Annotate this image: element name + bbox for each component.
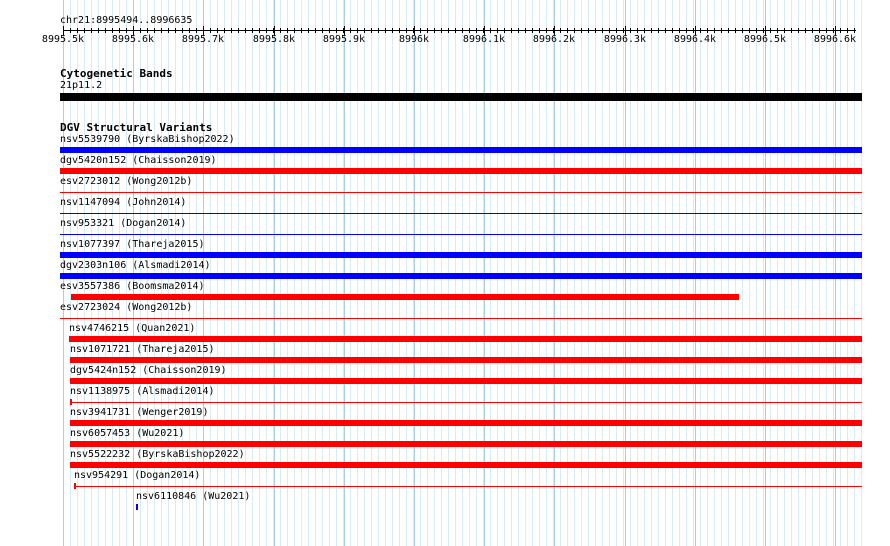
dgv-feature[interactable] [0, 344, 890, 364]
ruler-minor-tick [385, 28, 386, 33]
ruler-minor-tick [322, 28, 323, 33]
ruler-minor-tick [441, 28, 442, 33]
ruler-minor-tick [812, 28, 813, 33]
cytoband-track-title: Cytogenetic Bands [60, 67, 173, 80]
ruler-minor-tick [105, 28, 106, 33]
ruler-minor-tick [175, 28, 176, 33]
dgv-feature[interactable] [0, 155, 890, 175]
ruler-minor-tick [462, 28, 463, 33]
ruler-minor-tick [140, 28, 141, 33]
ruler-minor-tick [154, 28, 155, 33]
ruler-minor-tick [413, 28, 414, 33]
ruler-minor-tick [469, 28, 470, 33]
dgv-feature-label: esv3557386 (Boomsma2014) [60, 281, 205, 292]
dgv-feature-label: dgv5424n152 (Chaisson2019) [70, 365, 227, 376]
dgv-feature[interactable] [0, 176, 890, 196]
ruler-minor-tick [707, 28, 708, 33]
ruler-minor-tick [826, 28, 827, 33]
dgv-feature-label: nsv3941731 (Wenger2019) [70, 407, 209, 418]
ruler-minor-tick [567, 28, 568, 33]
ruler-minor-tick [448, 28, 449, 33]
ruler-minor-tick [252, 28, 253, 33]
ruler-minor-tick [497, 28, 498, 33]
dgv-feature-label: nsv6110846 (Wu2021) [136, 491, 251, 502]
ruler-minor-tick [308, 28, 309, 33]
ruler-minor-tick [203, 28, 204, 33]
ruler-minor-tick [749, 28, 750, 33]
ruler-minor-tick [315, 28, 316, 33]
ruler-minor-tick [245, 28, 246, 33]
ruler-minor-tick [637, 28, 638, 33]
ruler-minor-tick [791, 28, 792, 33]
ruler-minor-tick [238, 28, 239, 33]
ruler-tick-label: 8995.6k [111, 34, 155, 45]
ruler-minor-tick [476, 28, 477, 33]
ruler-minor-tick [672, 28, 673, 33]
dgv-feature-bar[interactable] [69, 336, 862, 342]
dgv-feature-bar[interactable] [60, 318, 862, 319]
ruler-minor-tick [581, 28, 582, 33]
ruler-minor-tick [665, 28, 666, 33]
ruler-minor-tick [763, 28, 764, 33]
ruler-minor-tick [280, 28, 281, 33]
ruler-minor-tick [84, 28, 85, 33]
ruler-minor-tick [427, 28, 428, 33]
dgv-feature[interactable] [0, 365, 890, 385]
ruler-minor-tick [777, 28, 778, 33]
ruler-minor-tick [357, 28, 358, 33]
ruler-minor-tick [532, 28, 533, 33]
ruler-minor-tick [623, 28, 624, 33]
dgv-feature[interactable] [0, 197, 890, 217]
dgv-feature[interactable] [0, 491, 890, 511]
ruler-minor-tick [364, 28, 365, 33]
ruler-minor-tick [595, 28, 596, 33]
ruler-minor-tick [728, 28, 729, 33]
ruler-minor-tick [161, 28, 162, 33]
dgv-feature-bar[interactable] [60, 273, 862, 279]
ruler-minor-tick [735, 28, 736, 33]
ruler-minor-tick [182, 28, 183, 33]
ruler-minor-tick [231, 28, 232, 33]
dgv-feature-bar[interactable] [60, 147, 862, 153]
ruler-minor-tick [371, 28, 372, 33]
ruler-minor-tick [329, 28, 330, 33]
ruler-minor-tick [847, 28, 848, 33]
ruler-minor-tick [714, 28, 715, 33]
ruler-minor-tick [553, 28, 554, 33]
ruler-minor-tick [210, 28, 211, 33]
dgv-feature-label: nsv953321 (Dogan2014) [60, 218, 187, 229]
ruler-minor-tick [189, 28, 190, 33]
ruler-tick-label: 8996.4k [673, 34, 717, 45]
ruler-minor-tick [833, 28, 834, 33]
dgv-feature-bar[interactable] [70, 357, 862, 363]
ruler-tick-label: 8995.5k [41, 34, 85, 45]
ruler-minor-tick [511, 28, 512, 33]
dgv-feature-bar[interactable] [70, 462, 862, 468]
dgv-feature[interactable] [0, 218, 890, 238]
ruler-minor-tick [294, 28, 295, 33]
ruler-minor-tick [91, 28, 92, 33]
ruler-minor-tick [399, 28, 400, 33]
dgv-feature-bar[interactable] [60, 168, 862, 174]
ruler-minor-tick [574, 28, 575, 33]
ruler-minor-tick [259, 28, 260, 33]
dgv-feature[interactable] [0, 470, 890, 490]
ruler-minor-tick [658, 28, 659, 33]
ruler-minor-tick [434, 28, 435, 33]
ruler-minor-tick [504, 28, 505, 33]
cytoband-label: 21p11.2 [60, 80, 103, 91]
ruler-minor-tick [854, 28, 855, 33]
ruler-minor-tick [518, 28, 519, 33]
dgv-feature-bar[interactable] [70, 420, 862, 426]
dgv-feature[interactable] [0, 449, 890, 469]
ruler-minor-tick [133, 28, 134, 33]
dgv-feature-bar[interactable] [60, 192, 862, 193]
ruler-minor-tick [805, 28, 806, 33]
dgv-feature-bar[interactable] [60, 213, 862, 214]
dgv-feature-start-cap [74, 483, 76, 489]
dgv-feature-label: nsv4746215 (Quan2021) [69, 323, 196, 334]
dgv-feature-label: nsv5522232 (ByrskaBishop2022) [70, 449, 245, 460]
ruler-minor-tick [770, 28, 771, 33]
ruler-label: chr21:8995494..8996635 [60, 15, 193, 26]
dgv-feature-bar[interactable] [74, 486, 862, 487]
dgv-feature[interactable] [0, 260, 890, 280]
ruler-minor-tick [721, 28, 722, 33]
ruler-minor-tick [686, 28, 687, 33]
ruler-minor-tick [819, 28, 820, 33]
ruler-minor-tick [651, 28, 652, 33]
dgv-feature-bar[interactable] [60, 252, 862, 258]
ruler-minor-tick [168, 28, 169, 33]
ruler-minor-tick [147, 28, 148, 33]
ruler-tick-label: 8996.3k [603, 34, 647, 45]
ruler-minor-tick [378, 28, 379, 33]
dgv-feature-bar[interactable] [60, 234, 862, 235]
dgv-feature[interactable] [0, 302, 890, 322]
ruler-minor-tick [287, 28, 288, 33]
ruler-minor-tick [119, 28, 120, 33]
ruler-minor-tick [525, 28, 526, 33]
ruler-minor-tick [301, 28, 302, 33]
ruler-minor-tick [798, 28, 799, 33]
ruler-minor-tick [420, 28, 421, 33]
ruler-tick-label: 8995.9k [322, 34, 366, 45]
ruler-minor-tick [756, 28, 757, 33]
ruler-minor-tick [483, 28, 484, 33]
dgv-feature-start-cap [70, 399, 72, 405]
dgv-feature-label: nsv954291 (Dogan2014) [74, 470, 201, 481]
ruler-minor-tick [392, 28, 393, 33]
ruler-minor-tick [784, 28, 785, 33]
ruler-minor-tick [343, 28, 344, 33]
ruler-minor-tick [126, 28, 127, 33]
dgv-feature-bar[interactable] [136, 504, 138, 510]
ruler-minor-tick [546, 28, 547, 33]
ruler-tick-label: 8996k [398, 34, 430, 45]
ruler-minor-tick [609, 28, 610, 33]
ruler-minor-tick [350, 28, 351, 33]
ruler-minor-tick [700, 28, 701, 33]
ruler-minor-tick [63, 28, 64, 33]
ruler-minor-tick [196, 28, 197, 33]
dgv-feature-label: dgv2303n106 (Alsmadi2014) [60, 260, 211, 271]
dgv-feature-label: nsv1071721 (Thareja2015) [70, 344, 215, 355]
ruler-minor-tick [455, 28, 456, 33]
ruler-minor-tick [490, 28, 491, 33]
dgv-feature-label: esv2723024 (Wong2012b) [60, 302, 193, 313]
dgv-feature-bar[interactable] [70, 402, 862, 403]
ruler-minor-tick [266, 28, 267, 33]
dgv-feature-label: dgv5420n152 (Chaisson2019) [60, 155, 217, 166]
dgv-feature-label: nsv1147094 (John2014) [60, 197, 187, 208]
ruler-tick-label: 8996.6k [813, 34, 857, 45]
ruler-minor-tick [630, 28, 631, 33]
ruler-minor-tick [406, 28, 407, 33]
dgv-feature[interactable] [0, 323, 890, 343]
ruler-tick-label: 8995.8k [252, 34, 296, 45]
dgv-feature-bar[interactable] [70, 441, 862, 447]
ruler-tick-label: 8996.2k [532, 34, 576, 45]
ruler-minor-tick [560, 28, 561, 33]
dgv-feature[interactable] [0, 407, 890, 427]
ruler-minor-tick [336, 28, 337, 33]
ruler-minor-tick [70, 28, 71, 33]
dgv-feature[interactable] [0, 134, 890, 154]
ruler-minor-tick [644, 28, 645, 33]
ruler-minor-tick [742, 28, 743, 33]
dgv-feature-label: nsv6057453 (Wu2021) [70, 428, 185, 439]
ruler-minor-tick [602, 28, 603, 33]
dgv-feature-label: nsv5539790 (ByrskaBishop2022) [60, 134, 235, 145]
ruler-minor-tick [679, 28, 680, 33]
dgv-track-title: DGV Structural Variants [60, 121, 213, 134]
dgv-feature-bar[interactable] [70, 378, 862, 384]
ruler-minor-tick [539, 28, 540, 33]
dgv-feature[interactable] [0, 239, 890, 259]
ruler-tick-label: 8995.7k [181, 34, 225, 45]
ruler-minor-tick [224, 28, 225, 33]
ruler-minor-tick [273, 28, 274, 33]
ruler-tick-label: 8996.1k [462, 34, 506, 45]
ruler-minor-tick [98, 28, 99, 33]
dgv-feature-label: nsv1077397 (Thareja2015) [60, 239, 205, 250]
dgv-feature-bar[interactable] [71, 294, 739, 300]
dgv-feature-label: esv2723012 (Wong2012b) [60, 176, 193, 187]
ruler-minor-tick [616, 28, 617, 33]
ruler-minor-tick [217, 28, 218, 33]
ruler-tick-label: 8996.5k [743, 34, 787, 45]
ruler-minor-tick [112, 28, 113, 33]
dgv-feature[interactable] [0, 281, 890, 301]
ruler-minor-tick [588, 28, 589, 33]
dgv-feature-label: nsv1138975 (Alsmadi2014) [70, 386, 215, 397]
ruler-minor-tick [77, 28, 78, 33]
cytoband-bar[interactable] [60, 93, 862, 101]
ruler-minor-tick [840, 28, 841, 33]
dgv-feature[interactable] [0, 386, 890, 406]
dgv-feature[interactable] [0, 428, 890, 448]
ruler-minor-tick [693, 28, 694, 33]
